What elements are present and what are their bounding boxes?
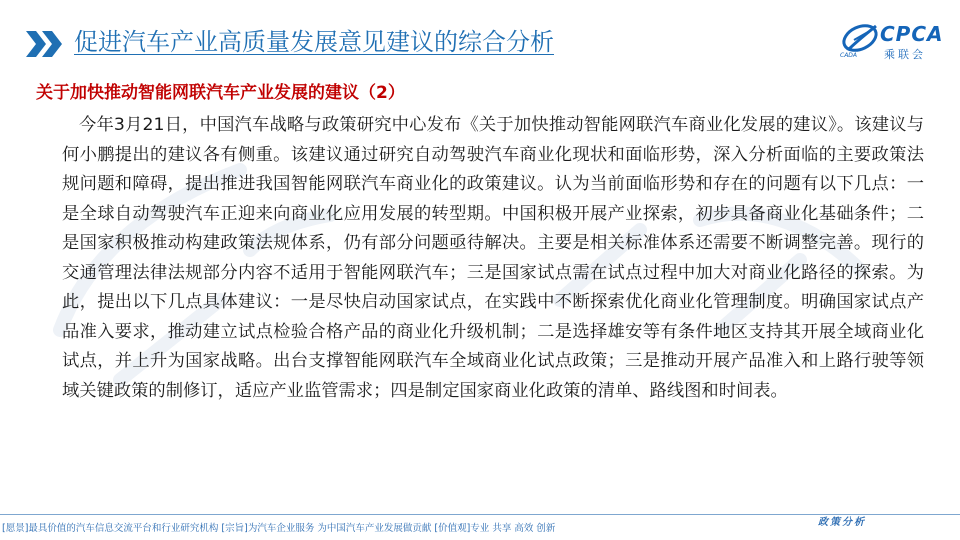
body-paragraph: 今年3月21日，中国汽车战略与政策研究中心发布《关于加快推动智能网联汽车商业化发展的建议》。该建议与何小鹏提出的建议各有侧重。该建议通过研究自动驾驶汽车商业化现状和面临形势，深入分析面临的主要政策法规问题和障碍，提出推进我国智能网联汽车商业化的政策建议。认为当前面临形势和存在的问题有以下几点：一是全球自动驾驶汽车正迎来向商业化应用发展的转型期。中国积极开展产业探索，初步具备商业化基础条件；二是国家积极推动构建政策法规体系，仍有部分问题亟待解决。主要是相关标准体系还需要不断调整完善。现行的交通管理法律法规部分内容不适用于智能网联汽车；三是国家试点需在试点过程中加大对商业化路径的探索。为此，提出以下几点具体建议：一是尽快启动国家试点，在实践中不断探索优化商业化管理制度。明确国家试点产品准入要求，推动建立试点检验合格产品的商业化升级机制；二是选择雄安等有条件地区支持其开展全域商业化试点，并上升为国家战略。出台支撑智能网联汽车全域商业化试点政策；三是推动开展产品准入和上路行驶等领域关键政策的制修订，适应产业监管需求；四是制定国家商业化政策的清单、路线图和时间表。 xyxy=(62,115,924,401)
logo-text: CPCA xyxy=(880,22,944,46)
section-subtitle: 关于加快推动智能网联汽车产业发展的建议（2） xyxy=(36,83,405,103)
footer-section-label: 政策分析 xyxy=(818,517,866,528)
page-title: 促进汽车产业高质量发展意见建议的综合分析 xyxy=(74,28,554,56)
logo-small-text: CADA xyxy=(840,52,858,59)
cpca-logo xyxy=(840,20,952,62)
footer-text: [愿景]最具价值的汽车信息交流平台和行业研究机构 [宗旨]为汽车企业服务 为中国汽车产业发展做贡献 [价值观]专业 共享 高效 创新 xyxy=(2,523,556,534)
header xyxy=(0,0,960,64)
footer-divider xyxy=(0,514,960,515)
logo-subtext: 乘联会 xyxy=(884,48,926,61)
double-chevron-right-icon xyxy=(24,29,68,59)
